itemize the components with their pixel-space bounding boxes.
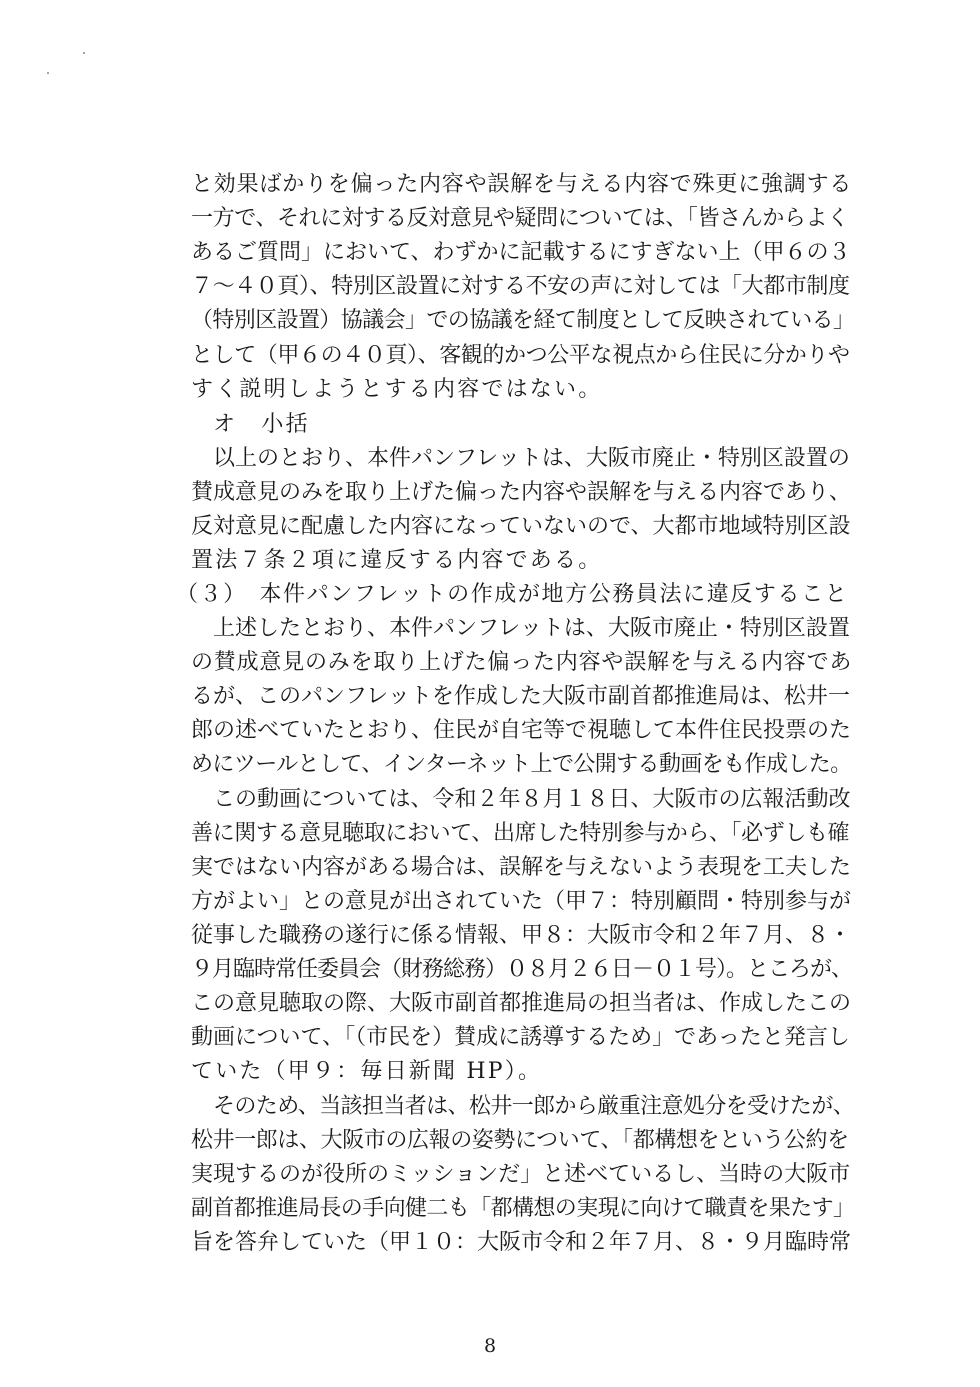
text-line: 一方で、それに対する反対意見や疑問については、「皆さんからよく [191, 206, 849, 231]
text-line: この意見聴取の際、大阪市副首都推進局の担当者は、作成したこの [191, 991, 852, 1016]
text-line: 賛成意見のみを取り上げた偏った内容や誤解を与える内容であり、 [191, 480, 852, 505]
text-line: 副首都推進局長の手向健二も「都構想の実現に向けて職責を果たす」 [191, 1196, 855, 1221]
text-line: と効果ばかりを偏った内容や誤解を与える内容で殊更に強調する [191, 172, 853, 197]
text-line: あるご質問」において、わずかに記載するにすぎない上（甲６の３ [191, 240, 851, 265]
text-line: 置法７条２項に違反する内容である。 [191, 548, 603, 573]
text-line: ９月臨時常任委員会（財務総務）０８月２６日－０１号）。ところが、 [191, 957, 853, 982]
text-line: るが、このパンフレットを作成した大阪市副首都推進局は、松井一 [191, 684, 850, 709]
text-line: そのため、当該担当者は、松井一郎から厳重注意処分を受けたが、 [213, 1094, 855, 1119]
text-line: 郎の述べていたとおり、住民が自宅等で視聴して本件住民投票のた [191, 718, 852, 743]
text-line: として（甲６の４０頁）、客観的かつ公平な視点から住民に分かりや [191, 343, 850, 368]
text-line: 善に関する意見聴取において、出席した特別参与から、「必ずしも確 [191, 821, 850, 846]
page-number: 8 [483, 1335, 497, 1357]
text-line: ていた（甲９：毎日新聞 HP）。 [191, 1059, 543, 1084]
section-heading: （３） 本件パンフレットの作成が地方公務員法に違反すること [176, 582, 849, 607]
text-line: 旨を答弁していた（甲１０：大阪市令和２年７月、８・９月臨時常 [191, 1230, 852, 1255]
text-line: 松井一郎は、大阪市の広報の姿勢について、「都構想をという公約を [191, 1128, 849, 1153]
text-line: 反対意見に配慮した内容になっていないので、大都市地域特別区設 [191, 514, 851, 539]
section-heading: オ 小括 [213, 412, 310, 437]
text-line: 実現するのが役所のミッションだ」と述べているし、当時の大阪市 [191, 1162, 851, 1187]
text-line: すく説明しようとする内容ではない。 [191, 377, 603, 402]
text-line: 以上のとおり、本件パンフレットは、大阪市廃止・特別区設置の [213, 446, 850, 471]
text-line: めにツールとして、インターネット上で公開する動画をも作成した。 [191, 752, 852, 777]
text-line: この動画については、令和２年８月１８日、大阪市の広報活動改 [213, 787, 851, 812]
text-line: 方がよい」との意見が出されていた（甲７：特別顧問・特別参与が [191, 889, 852, 914]
text-line: 実ではない内容がある場合は、誤解を与えないよう表現を工夫した [191, 855, 852, 880]
text-line: の賛成意見のみを取り上げた偏った内容や誤解を与える内容であ [191, 650, 853, 675]
text-line: 従事した職務の遂行に係る情報、甲８：大阪市令和２年７月、８・ [191, 923, 852, 948]
text-line: （特別区設置）協議会」での協議を経て制度として反映されている」 [191, 308, 855, 333]
text-line: ７～４０頁）、特別区設置に対する不安の声に対しては「大都市制度 [191, 274, 850, 299]
text-line: 上述したとおり、本件パンフレットは、大阪市廃止・特別区設置 [213, 616, 850, 641]
text-line: 動画について、「（市民を）賛成に誘導するため」であったと発言し [191, 1025, 850, 1050]
